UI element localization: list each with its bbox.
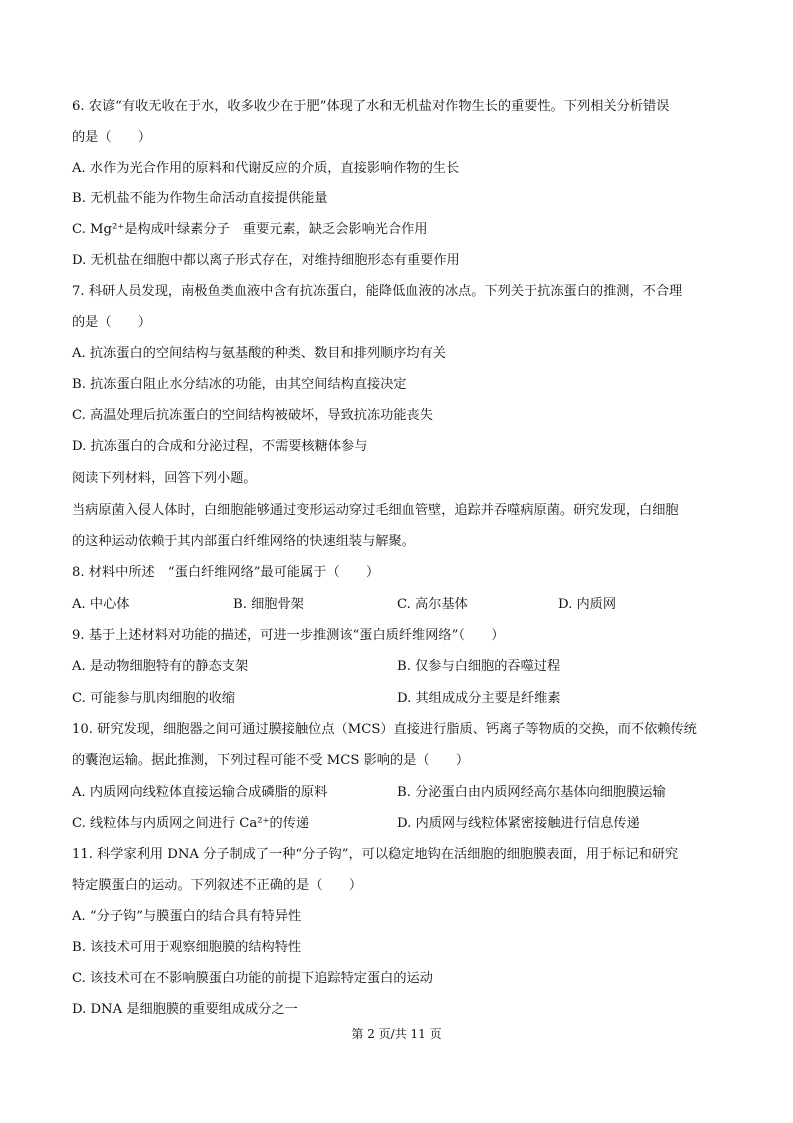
q11-stem-line1: 11. 科学家利用 DNA 分子制成了一种“分子钩”，可以稳定地钩在活细胞的细胞膜表面，用于标记和研究 [72,847,679,862]
q9-stem: 9. 基于上述材料对功能的描述，可进一步推测该“蛋白质纤维网络”（ ） [72,628,505,643]
q10-option-d: D. 内质网与线粒体紧密接触进行信息传递 [397,816,640,831]
q11-option-d: D. DNA 是细胞膜的重要组成成分之一 [72,1002,298,1017]
q7-option-b: B. 抗冻蛋白阻止水分结冰的功能，由其空间结构直接决定 [72,377,407,392]
q10-stem-line1: 10. 研究发现，细胞器之间可通过膜接触位点（MCS）直接进行脂质、钙离子等物质的交换，而不依赖传统 [72,722,697,737]
q8-option-b: B. 细胞骨架 [233,597,304,612]
q10-stem-line2: 的囊泡运输。据此推测，下列过程可能不受 MCS 影响的是（ ） [72,753,470,768]
q6-stem-line1: 6. 农谚“有收无收在于水，收多收少在于肥”体现了水和无机盐对作物生长的重要性。下列相关分析错误 [72,99,670,114]
q10-option-a: A. 内质网向线粒体直接运输合成磷脂的原料 [72,785,328,800]
q7-option-d: D. 抗冻蛋白的合成和分泌过程，不需要核糖体参与 [72,439,368,454]
q11-option-b: B. 该技术可用于观察细胞膜的结构特性 [72,940,302,955]
q7-stem-line2: 的是（ ） [72,315,152,330]
q6-option-b: B. 无机盐不能为作物生命活动直接提供能量 [72,191,328,206]
material-intro: 阅读下列材料，回答下列小题。 [72,471,257,486]
q7-option-a: A. 抗冻蛋白的空间结构与氨基酸的种类、数目和排列顺序均有关 [72,346,446,361]
q6-option-a: A. 水作为光合作用的原料和代谢反应的介质，直接影响作物的生长 [72,161,460,176]
material-paragraph-line2: 的这种运动依赖于其内部蛋白纤维网络的快速组装与解聚。 [72,534,415,549]
material-paragraph-line1: 当病原菌入侵人体时，白细胞能够通过变形运动穿过毛细血管壁，追踪并吞噬病原菌。研究发现，白细胞 [72,503,679,518]
q7-option-c: C. 高温处理后抗冻蛋白的空间结构被破坏，导致抗冻功能丧失 [72,408,433,423]
q10-option-c: C. 线粒体与内质网之间进行 Ca²⁺的传递 [72,816,310,831]
q6-stem-line2: 的是（ ） [72,130,152,145]
q8-stem: 8. 材料中所述 “蛋白纤维网络”最可能属于（ ） [72,565,380,580]
q9-option-a: A. 是动物细胞特有的静态支架 [72,659,249,674]
q11-stem-line2: 特定膜蛋白的运动。下列叙述不正确的是（ ） [72,878,363,893]
q9-option-d: D. 其组成成分主要是纤维素 [397,691,561,706]
q6-option-c: C. Mg²⁺是构成叶绿素分子 重要元素，缺乏会影响光合作用 [72,222,428,237]
q8-option-d: D. 内质网 [558,597,617,612]
q9-option-c: C. 可能参与肌肉细胞的收缩 [72,691,236,706]
q9-option-b: B. 仅参与白细胞的吞噬过程 [397,659,561,674]
q8-option-c: C. 高尔基体 [397,597,468,612]
q7-stem-line1: 7. 科研人员发现，南极鱼类血液中含有抗冻蛋白，能降低血液的冰点。下列关于抗冻蛋白的推测，不合理 [72,284,683,299]
q6-option-d: D. 无机盐在细胞中都以离子形式存在，对维持细胞形态有重要作用 [72,253,460,268]
q8-option-a: A. 中心体 [72,597,130,612]
page-number-footer: 第 2 页/共 11 页 [351,1027,442,1041]
q11-option-a: A. “分子钩”与膜蛋白的结合具有特异性 [72,909,302,924]
q11-option-c: C. 该技术可在不影响膜蛋白功能的前提下追踪特定蛋白的运动 [72,971,433,986]
q10-option-b: B. 分泌蛋白由内质网经高尔基体向细胞膜运输 [397,785,666,800]
